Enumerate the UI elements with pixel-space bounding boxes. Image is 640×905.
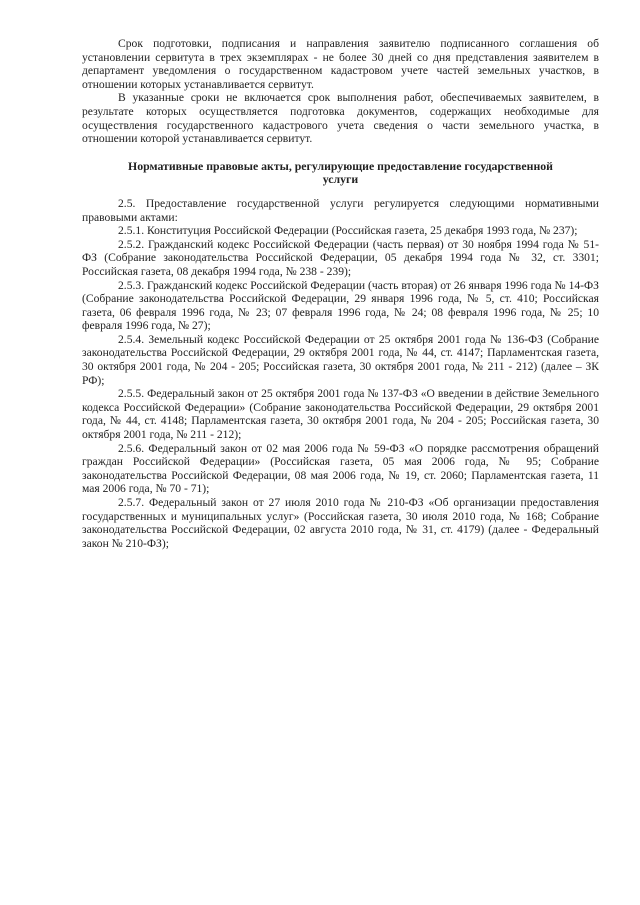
- paragraph-2-5-4: 2.5.4. Земельный кодекс Российской Федерации от 25 октября 2001 года № 136-ФЗ (Собрание законодательства Российской Федерации, 29 октября 2001 года, № 44, ст. 4147; Парламентская газета, 30 октября 2001 года, № 204 - 205; Российская газета, 30 октября 2001 года, № 211 - 212) (далее – ЗК РФ);: [82, 332, 599, 387]
- paragraph-2-5-1: 2.5.1. Конституция Российской Федерации (Российская газета, 25 декабря 1993 года, № 237);: [118, 224, 578, 238]
- paragraph-exclusions: В указанные сроки не включается срок выполнения работ, обеспечиваемых заявителем, в результате которых осуществляется подготовка документов, содержащих необходимые для осуществления государственного кадастрового учета сведения о части земельного участка, в отношении которой устанавливается сервитут.: [82, 91, 599, 146]
- paragraph-2-5-5: 2.5.5. Федеральный закон от 25 октября 2001 года № 137-ФЗ «О введении в действие Земельного кодекса Российской Федерации» (Собрание законодательства Российской Федерации, 29 октября 2001 года, № 44, ст. 4148; Парламентская газета, 30 октября 2001 года, № 204 - 205; Российская газета, 30 октября 2001 года, № 211 - 212);: [82, 387, 599, 442]
- section-heading: Нормативные правовые акты, регулирующие предоставление государственной услуги: [128, 158, 553, 187]
- paragraph-2-5-6: 2.5.6. Федеральный закон от 02 мая 2006 года № 59-ФЗ «О порядке рассмотрения обращений граждан Российской Федерации» (Российская газета, 05 мая 2006 года, № 95; Собрание законодательства Российской Федерации, 08 мая 2006 года, № 19, ст. 2060; Парламентская газета, 11 мая 2006 года, № 70 - 71);: [82, 441, 599, 496]
- paragraph-2-5-2: 2.5.2. Гражданский кодекс Российской Федерации (часть первая) от 30 ноября 1994 года № 51-ФЗ (Собрание законодательства Российской Федерации, 05 декабря 1994 года № 32, ст. 3301; Российская газета, 08 декабря 1994 года, № 238 - 239);: [82, 237, 599, 278]
- document-body: [82, 37, 599, 550]
- paragraph-deadline: Срок подготовки, подписания и направления заявителю подписанного соглашения об установлении сервитута в трех экземплярах - не более 30 дней со дня представления заявителем в департамент уведомления о государственном кадастровом учете частей земельных участков, в отношении которых устанавливается сервитут.: [82, 37, 599, 91]
- paragraph-2-5-3: 2.5.3. Гражданский кодекс Российской Федерации (часть вторая) от 26 января 1996 года № 14-ФЗ (Собрание законодательства Российской Федерации, 29 января 1996 года, № 5, ст. 410; Российская газета, 06 февраля 1996 года, № 23; 07 февраля 1996 года, № 24; 08 февраля 1996 года, № 25; 10 февраля 1996 года, № 27);: [82, 278, 599, 333]
- paragraph-2-5: 2.5. Предоставление государственной услуги регулируется следующими нормативными правовыми актами:: [82, 196, 599, 224]
- paragraph-2-5-7: 2.5.7. Федеральный закон от 27 июля 2010 года № 210-ФЗ «Об организации предоставления государственных и муниципальных услуг» (Российская газета, 30 июля 2010 года, № 168; Собрание законодательства Российской Федерации, 02 августа 2010 года, № 31, ст. 4179) (далее - Федеральный закон № 210-ФЗ);: [82, 496, 599, 550]
